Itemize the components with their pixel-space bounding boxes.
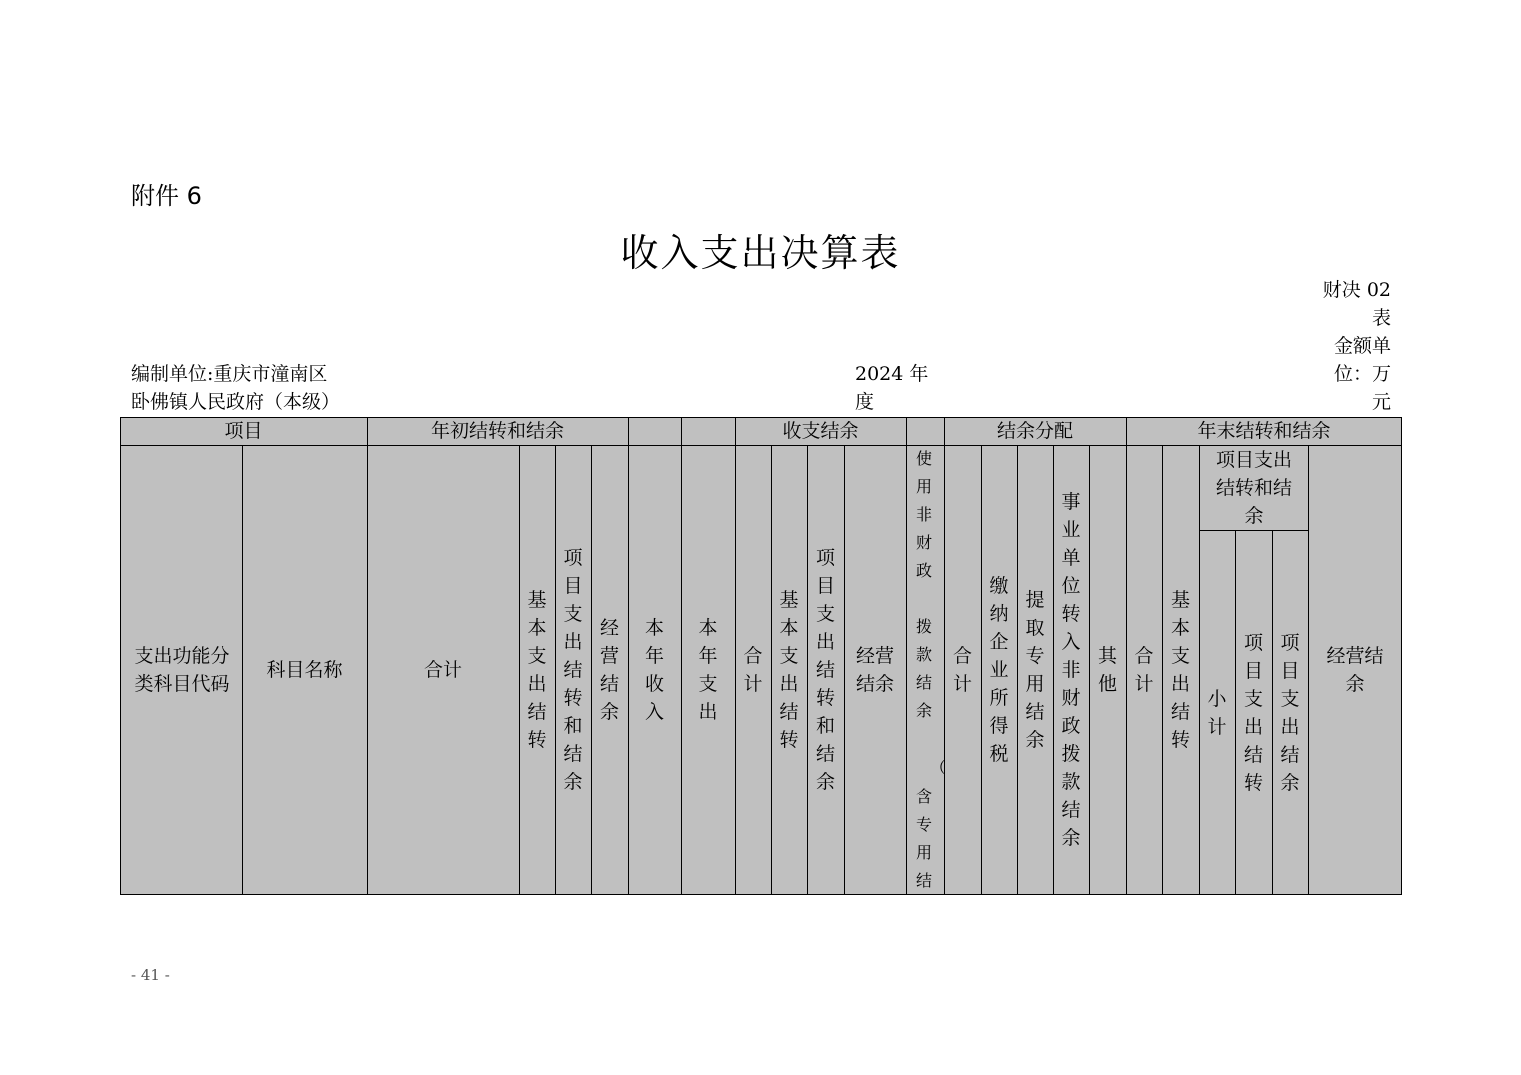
col-end-subtotal: 小计: [1207, 687, 1227, 738]
col-begin-basic: 基本支出结转: [527, 589, 547, 751]
col-balance-basic: 基本支出结转: [779, 589, 799, 751]
col-dist-tax: 缴纳企业所得税: [989, 575, 1009, 765]
col-nonfiscal-line: 使用非财政: [916, 449, 933, 580]
amount-unit-line: 位：万: [1333, 363, 1391, 385]
col-subject-name: 科目名称: [266, 659, 343, 681]
col-dist-total: 合计: [952, 645, 972, 695]
header-beginning-balance: 年初结转和结余: [430, 420, 564, 442]
col-end-total: 合计: [1134, 645, 1154, 695]
col-end-project-carry: 项目支出结转: [1243, 631, 1263, 794]
col-nonfiscal-line: 拨款结余: [916, 617, 933, 720]
col-annual-expense: 本年支出: [698, 617, 718, 723]
col-dist-fund: 提取专用结余: [1025, 589, 1045, 751]
col-balance-total: 合计: [743, 645, 763, 695]
header-income-expense-balance: 收支结余: [782, 420, 859, 442]
header-balance-distribution: 结余分配: [996, 420, 1073, 442]
col-dist-transfer: 事业单位转入非财政拨款结余: [1061, 491, 1081, 849]
col-begin-operating: 经营结余: [599, 617, 619, 723]
fiscal-year-line: 度: [855, 391, 875, 413]
col-end-operating: 经营结余: [1326, 645, 1384, 695]
organization-line: 编制单位:重庆市潼南区: [131, 363, 328, 385]
col-end-basic: 基本支出结转: [1170, 589, 1190, 751]
col-nonfiscal-line: （: [930, 758, 947, 777]
col-balance-project: 项目支出结转和结余: [815, 547, 835, 793]
organization-line: 卧佛镇人民政府（本级）: [131, 391, 341, 413]
attachment-label: 附件 6: [131, 182, 202, 210]
form-number-line: 表: [1371, 307, 1391, 329]
col-dist-other: 其他: [1097, 645, 1117, 695]
col-nonfiscal: [906, 445, 947, 895]
col-end-project-surplus: 项目支出结余: [1280, 631, 1300, 794]
header-item: 项目: [224, 420, 263, 442]
fiscal-year: [855, 360, 928, 416]
organization: [131, 360, 340, 416]
amount-unit: [1334, 332, 1391, 416]
amount-unit-line: 元: [1371, 391, 1391, 413]
fiscal-year-line: 2024 年: [855, 363, 929, 385]
col-nonfiscal-line: 含专用结: [916, 787, 933, 890]
col-balance-operating: 经营结余: [855, 645, 894, 695]
page-number: - 41 -: [131, 966, 170, 984]
form-number-line: 财决 02: [1322, 279, 1391, 301]
settlement-table: [120, 417, 1402, 895]
form-number: [1323, 276, 1391, 332]
header-ending-balance: 年末结转和结余: [1197, 420, 1331, 442]
col-begin-project: 项目支出结转和结余: [563, 547, 583, 793]
col-function-code: 支出功能分类科目代码: [134, 645, 230, 695]
page-title: 收入支出决算表: [620, 231, 901, 275]
amount-unit-line: 金额单: [1333, 335, 1391, 357]
header-project-subgroup: 项目支出结转和结余: [1215, 448, 1292, 527]
col-annual-income: 本年收入: [644, 617, 664, 723]
col-begin-total: 合计: [423, 659, 462, 681]
